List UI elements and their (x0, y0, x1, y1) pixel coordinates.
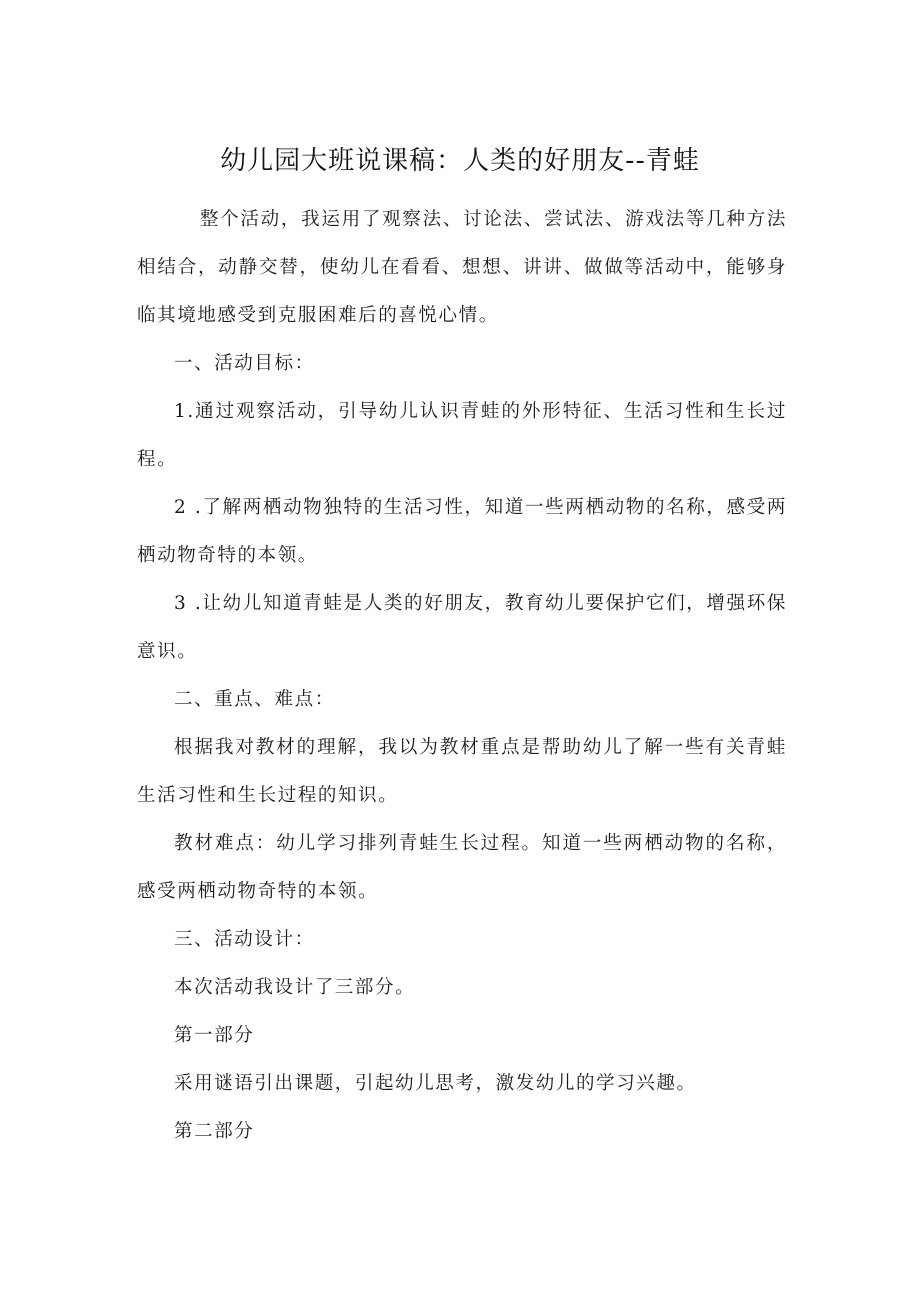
intro-paragraph: 整个活动，我运用了观察法、讨论法、尝试法、游戏法等几种方法相结合，动静交替，使幼儿在看看、想想、讲讲、做做等活动中，能够身临其境地感受到克服困难后的喜悦心情。 (137, 209, 787, 326)
part-1-heading: 第一部分 (174, 1025, 255, 1046)
goal-item-2: 2 .了解两栖动物独特的生活习性，知道一些两栖动物的名称，感受两栖动物奇特的本领。 (137, 497, 787, 566)
part-1-description: 采用谜语引出课题，引起幼儿思考，激发幼儿的学习兴趣。 (174, 1073, 697, 1094)
section-heading-design: 三、活动设计： (174, 929, 315, 950)
difficulty-paragraph: 教材难点：幼儿学习排列青蛙生长过程。知道一些两栖动物的名称，感受两栖动物奇特的本领。 (137, 833, 787, 902)
document-title: 幼儿园大班说课稿：人类的好朋友--青蛙 (220, 146, 700, 176)
key-point-paragraph: 根据我对教材的理解，我以为教材重点是帮助幼儿了解一些有关青蛙生活习性和生长过程的知识。 (137, 737, 787, 806)
design-summary: 本次活动我设计了三部分。 (174, 977, 416, 998)
section-heading-goals: 一、活动目标： (174, 353, 315, 374)
goal-item-1: 1.通过观察活动，引导幼儿认识青蛙的外形特征、生活习性和生长过程。 (137, 401, 787, 470)
section-heading-key-points: 二、重点、难点： (174, 689, 335, 710)
document-body (137, 196, 787, 1156)
goal-item-3: 3 .让幼儿知道青蛙是人类的好朋友，教育幼儿要保护它们，增强环保意识。 (137, 593, 787, 662)
part-2-heading: 第二部分 (174, 1121, 255, 1142)
